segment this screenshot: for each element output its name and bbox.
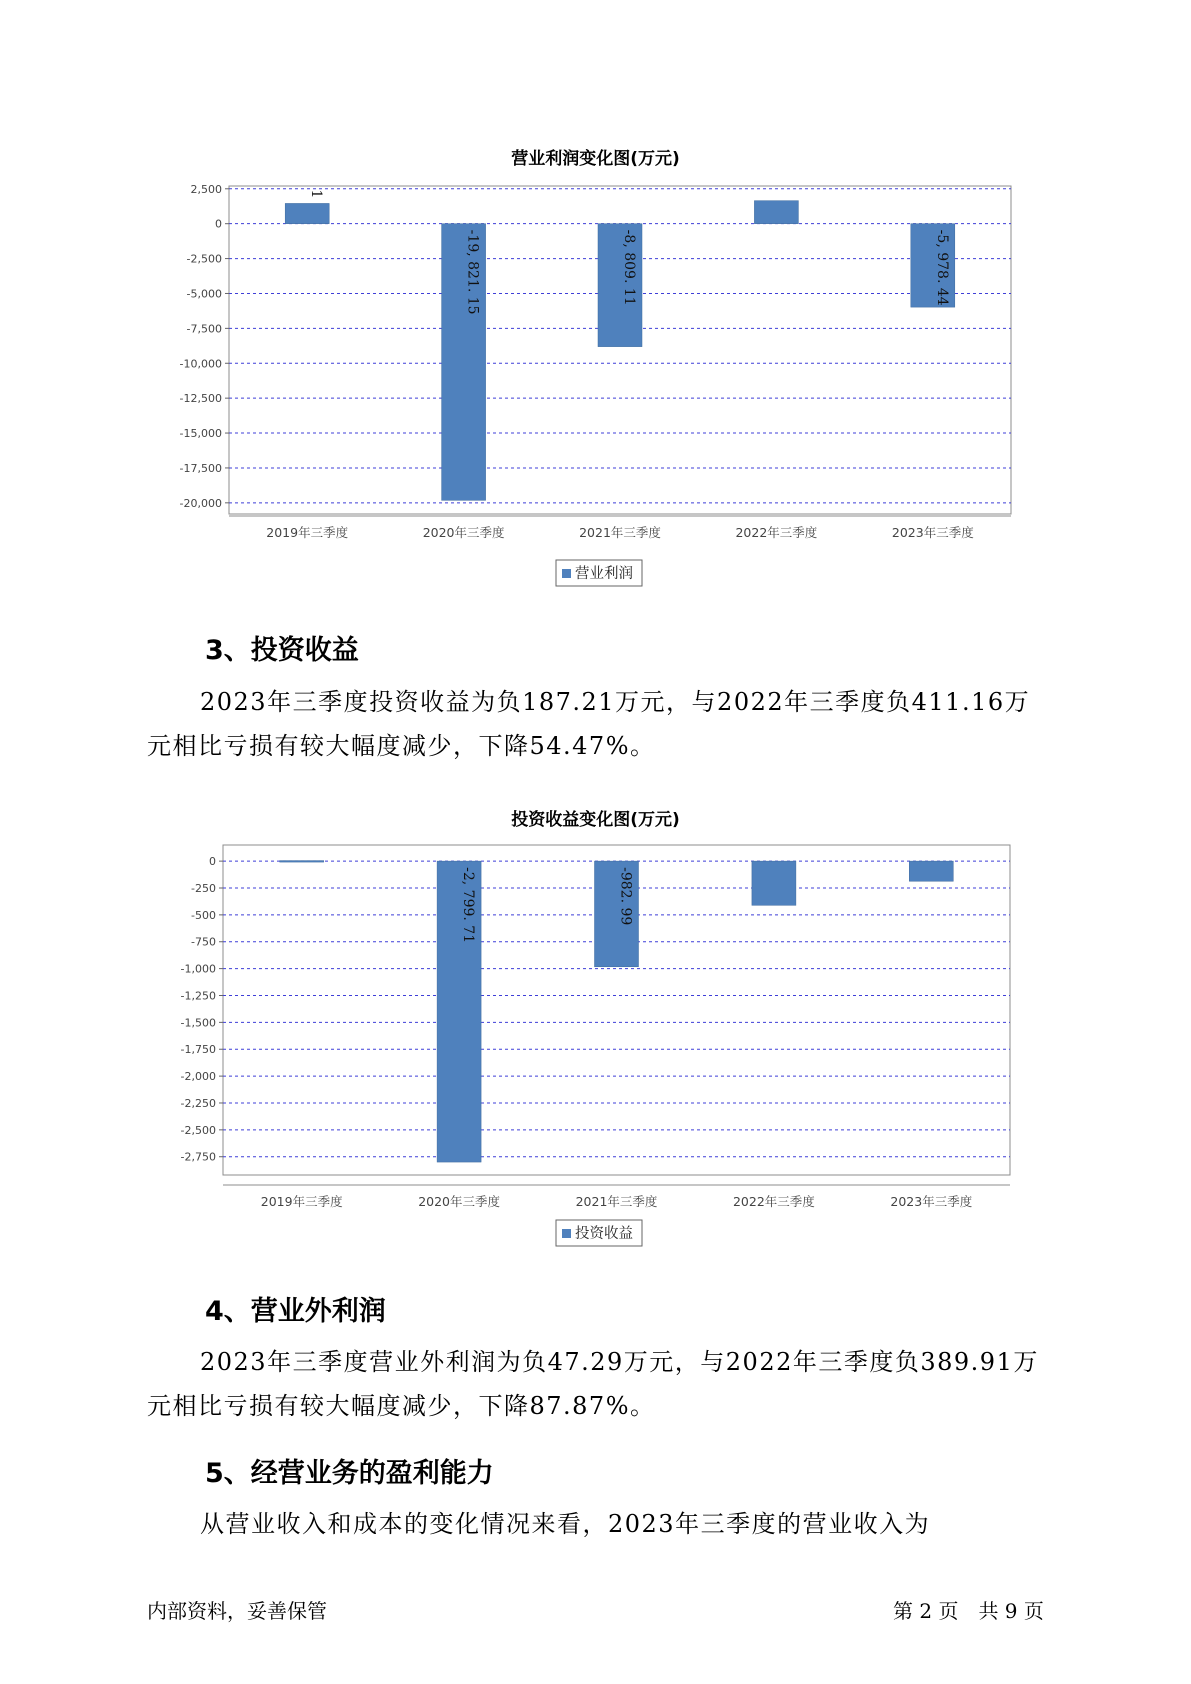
footer-page-number: 第 2 页 共 9 页 xyxy=(893,1599,1044,1623)
y-tick-label: -2,750 xyxy=(180,1150,216,1164)
y-tick-label: -10,000 xyxy=(179,357,222,371)
y-tick-label: -5,000 xyxy=(186,287,222,301)
y-tick-label: 0 xyxy=(215,217,222,231)
y-tick-label: -2,500 xyxy=(186,252,222,266)
x-tick-label: 2020年三季度 xyxy=(422,525,505,540)
x-tick-label: 2019年三季度 xyxy=(266,525,349,540)
bar-2022年三季度 xyxy=(752,861,796,905)
y-tick-label: 2,500 xyxy=(190,182,222,196)
y-tick-label: -1,250 xyxy=(180,989,216,1003)
section5-heading: 5、经营业务的盈利能力 xyxy=(205,1458,494,1489)
bar-2019年三季度 xyxy=(280,861,324,863)
y-tick-label: -750 xyxy=(191,935,216,949)
section4-heading: 4、营业外利润 xyxy=(205,1296,386,1327)
section3-paragraph-line1: 2023年三季度投资收益为负187.21万元，与2022年三季度负411.16万 xyxy=(200,688,1031,716)
section5-paragraph-line1: 从营业收入和成本的变化情况来看，2023年三季度的营业收入为 xyxy=(200,1510,931,1538)
x-tick-label: 2021年三季度 xyxy=(575,1194,658,1209)
y-tick-label: -17,500 xyxy=(179,461,222,475)
y-tick-label: -2,000 xyxy=(180,1070,216,1084)
section4-paragraph-line2: 元相比亏损有较大幅度减少，下降87.87%。 xyxy=(147,1392,656,1420)
x-tick-label: 2022年三季度 xyxy=(732,1194,815,1209)
footer-confidential-note: 内部资料，妥善保管 xyxy=(147,1599,327,1623)
data-label: -2, 799. 71 xyxy=(460,867,477,944)
chart1-title: 营业利润变化图(万元) xyxy=(511,149,680,169)
legend-label: 营业利润 xyxy=(575,566,633,582)
x-tick-label: 2023年三季度 xyxy=(890,1194,973,1209)
y-tick-label: -7,500 xyxy=(186,322,222,336)
y-tick-label: -1,750 xyxy=(180,1043,216,1057)
y-tick-label: -20,000 xyxy=(179,496,222,510)
y-tick-label: -12,500 xyxy=(179,392,222,406)
y-tick-label: -1,500 xyxy=(180,1016,216,1030)
section3-heading: 3、投资收益 xyxy=(205,635,359,666)
y-tick-label: -2,250 xyxy=(180,1096,216,1110)
chart2-title: 投资收益变化图(万元) xyxy=(511,810,680,830)
data-label: 1 xyxy=(308,189,325,199)
data-label: -19, 821. 15 xyxy=(464,229,481,315)
x-tick-label: 2019年三季度 xyxy=(260,1194,343,1209)
section3-paragraph-line2: 元相比亏损有较大幅度减少，下降54.47%。 xyxy=(147,732,656,760)
x-tick-label: 2021年三季度 xyxy=(579,525,661,540)
x-tick-label: 2020年三季度 xyxy=(418,1194,501,1209)
data-label: -8, 809. 11 xyxy=(621,229,637,306)
x-tick-label: 2022年三季度 xyxy=(735,525,818,540)
y-tick-label: -500 xyxy=(191,908,216,922)
y-tick-label: -250 xyxy=(191,881,216,895)
y-tick-label: -1,000 xyxy=(180,962,216,976)
legend-label: 投资收益 xyxy=(575,1226,633,1242)
y-tick-label: 0 xyxy=(209,855,216,869)
y-tick-label: -2,500 xyxy=(180,1123,216,1137)
legend-swatch xyxy=(562,1229,571,1238)
x-tick-label: 2023年三季度 xyxy=(891,525,974,540)
data-label: -982. 99 xyxy=(617,867,634,926)
y-tick-label: -15,000 xyxy=(179,427,222,441)
section4-paragraph-line1: 2023年三季度营业外利润为负47.29万元，与2022年三季度负389.91万 xyxy=(200,1348,1039,1376)
data-label: -5, 978. 44 xyxy=(933,229,950,306)
bar-2023年三季度 xyxy=(909,861,953,881)
